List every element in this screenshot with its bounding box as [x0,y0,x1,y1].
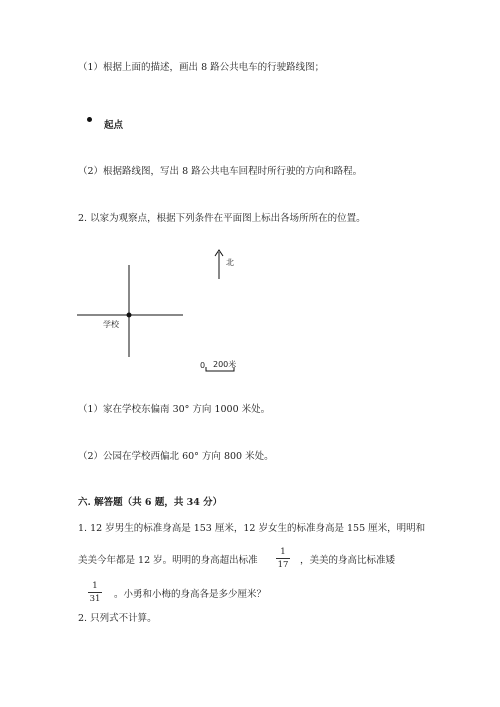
fraction-bar [276,558,290,559]
q2-part2-text: （2）公园在学校西偏北 60° 方向 800 米处。 [78,451,274,462]
north-label: 北 [226,258,234,267]
problem1-line2-start: 美美今年都是 12 岁。明明的身高超出标准 [78,555,258,566]
fraction-bar [88,592,102,593]
start-label: 起点 [104,120,124,131]
school-dot [127,313,132,318]
q1-part1-text: （1）根据上面的描述，画出 8 路公共电车的行驶路线图； [78,62,325,73]
q2-title: 2. 以家为观察点，根据下列条件在平面图上标出各场所所在的位置。 [78,213,366,224]
q2-part1-text: （1）家在学校东偏南 30° 方向 1000 米处。 [78,404,271,415]
section6-title: 六. 解答题（共 6 题，共 34 分） [78,497,223,508]
scale-distance-label: 200米 [213,360,237,369]
fraction-numerator: 1 [92,581,98,591]
fraction-denominator: 31 [89,594,101,604]
problem1-line1: 1. 12 岁男生的标准身高是 153 厘米，12 岁女生的标准身高是 155 厘米，明明和 [78,523,426,534]
fraction-numerator: 1 [280,547,286,557]
fraction-one-seventeenth [276,547,290,570]
school-label: 学校 [103,320,119,329]
fraction-denominator: 17 [277,560,289,570]
problem2-line1: 2. 只列式不计算。 [78,613,157,624]
problem1-line3: 。小勇和小梅的身高各是多少厘米？ [114,589,267,600]
problem1-line2-end: ，美美的身高比标准矮 [300,555,396,566]
q1-part2-text: （2）根据路线图，写出 8 路公共电车回程时所行驶的方向和路程。 [78,166,363,177]
fraction-one-thirty-first [88,581,102,604]
scale-zero-label: 0 [200,361,206,370]
